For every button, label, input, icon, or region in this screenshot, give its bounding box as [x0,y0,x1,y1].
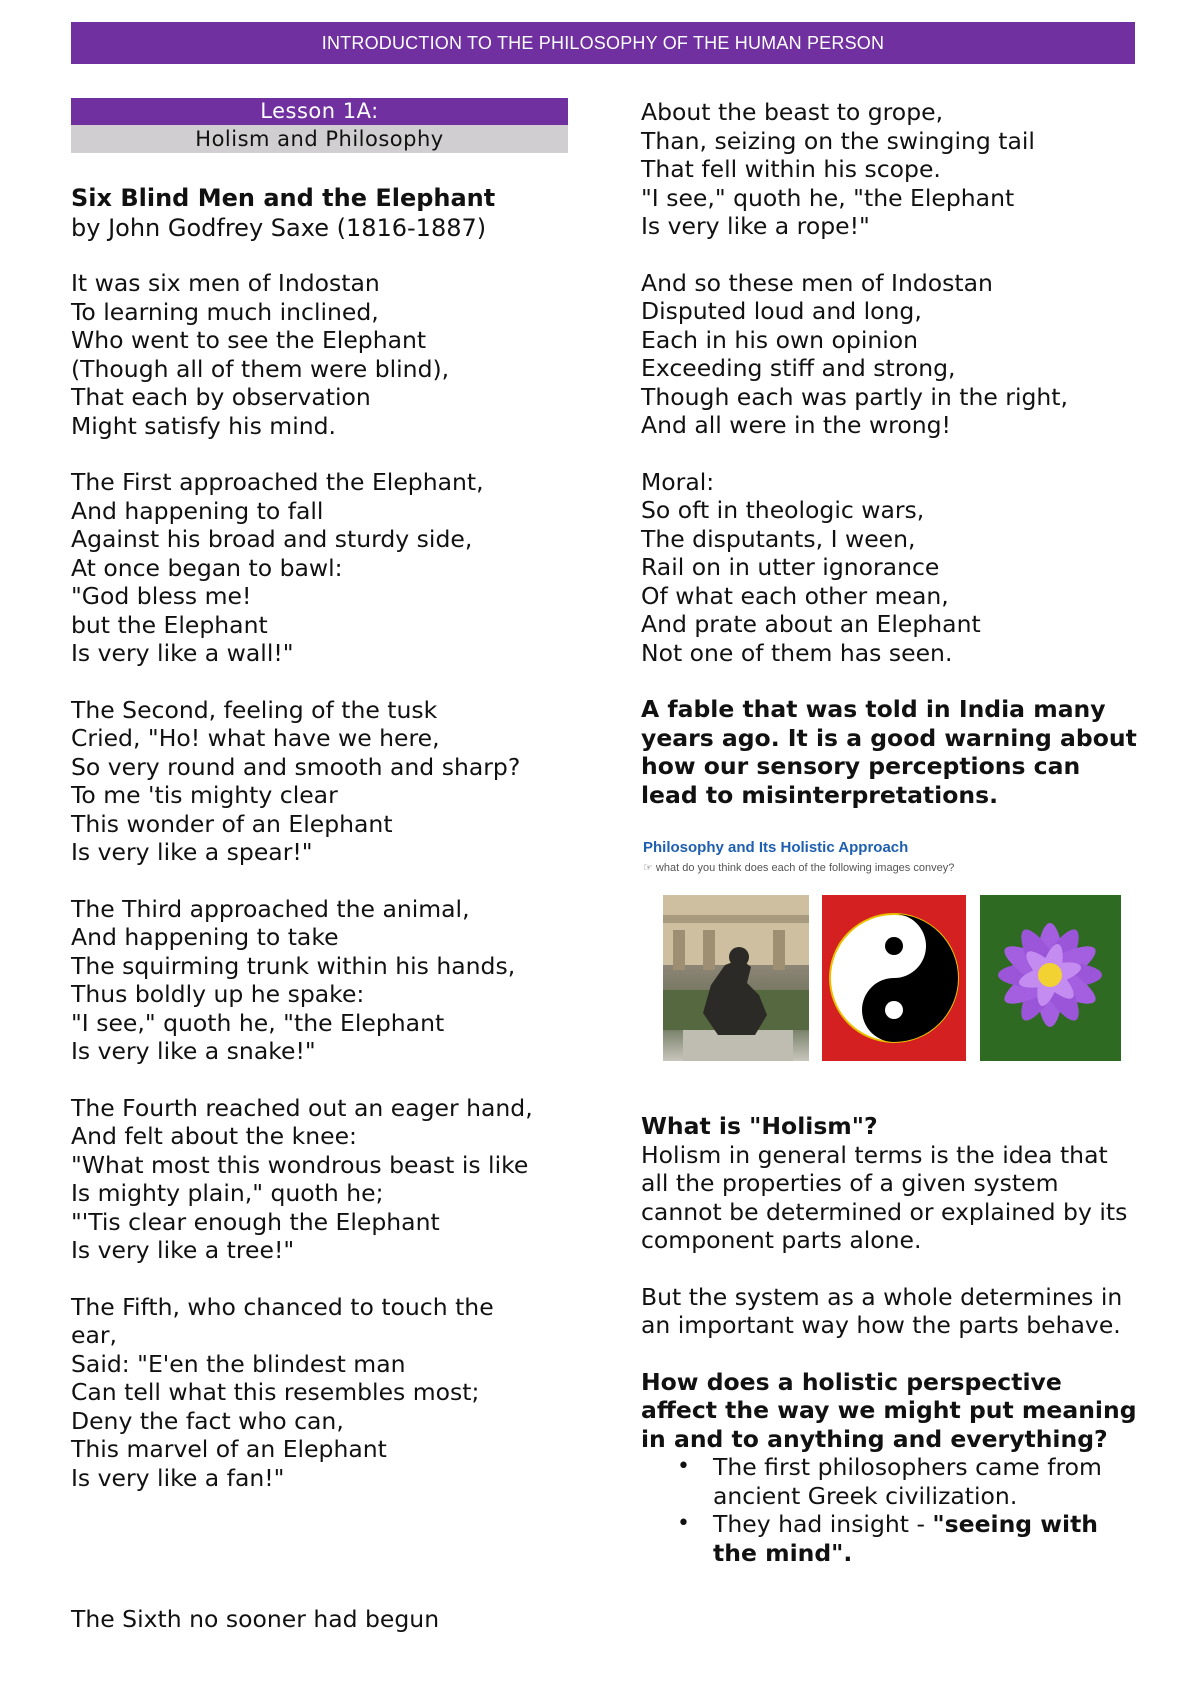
yin-yang-image [822,895,966,1061]
poem-line: Is very like a fan!" [71,1463,285,1492]
poem-line: Thus boldly up he spake: [71,980,365,1008]
poem-line: Deny the fact who can, [71,1406,344,1435]
poem-line: And happening to take [71,923,339,951]
poem-line: Each in his own opinion [641,325,919,354]
bullet-item [641,1510,1141,1567]
poem-line: Against his broad and sturdy side, [71,525,473,553]
poem-line: Though each was partly in the right, [641,382,1068,411]
poem-line: This marvel of an Elephant [71,1435,387,1463]
stanza-1 [71,269,571,440]
poem-line: Is very like a rope!" [641,212,870,240]
perspective-question: How does a holistic perspective affect the way we might put meaning in and to anything and everything? [641,1367,1137,1453]
holism-heading: What is "Holism"? [641,1112,878,1140]
poem-line: Rail on in utter ignorance [641,553,940,581]
stanza-8 [641,269,1141,440]
bullet-text: They had insight - [713,1510,933,1538]
poem-line: The Fifth, who chanced to touch the ear, [71,1292,494,1349]
poem-line: Is very like a snake!" [71,1037,316,1065]
stanza-3 [71,696,571,867]
lesson-heading-box [71,98,568,153]
thinker-statue-image [663,895,809,1061]
poem-line: About the beast to grope, [641,98,944,126]
poem-line: That each by observation [71,383,371,411]
poem-line: Might satisfy his mind. [71,411,337,440]
poem-line: Can tell what this resembles most; [71,1378,480,1406]
document-header [71,22,1135,64]
left-column [71,98,571,1520]
stanza-7-continued [641,98,1141,241]
holism-system-note: But the system as a whole determines in an important way how the parts behave. [641,1282,1123,1339]
poem-title: Six Blind Men and the Elephant [71,184,496,212]
poem-byline: by John Godfrey Saxe (1816-1887) [71,214,487,242]
poem-line: And all were in the wrong! [641,411,951,439]
poem-line: The Fourth reached out an eager hand, [71,1093,533,1122]
poem-line: Is very like a spear!" [71,838,313,866]
poem-line: To me 'tis mighty clear [71,781,338,809]
poem-line: "What most this wondrous beast is like [71,1150,529,1179]
poem-line: This wonder of an Elephant [71,809,393,838]
stanza-moral [641,468,1141,668]
lesson-title: Lesson 1A: [71,98,568,125]
stanza-4 [71,895,571,1066]
poem-line: Exceeding stiff and strong, [641,354,956,382]
holism-definition: Holism in general terms is the idea that all the properties of a given system cannot be determined or explained by its component parts alone. [641,1140,1128,1254]
poem-line: And prate about an Elephant [641,610,981,638]
lotus-flower-image [980,895,1121,1061]
poem-line: At once began to bawl: [71,553,343,582]
poem-line: Is mighty plain," quoth he; [71,1179,384,1207]
poem-line: Of what each other mean, [641,581,949,610]
poem-line: So very round and smooth and sharp? [71,752,521,781]
poem-line: Is very like a wall!" [71,639,294,667]
bullet-item [641,1453,1141,1510]
poem-line: So oft in theologic wars, [641,496,925,524]
poem-line: "'Tis clear enough the Elephant [71,1207,440,1236]
fable-note: A fable that was told in India many years ago. It is a good warning about how our sensory perceptions can lead to misinterpretations. [641,695,1137,809]
poem-line: "God bless me! [71,582,252,610]
bullet-icon: • [677,1511,690,1536]
figure-title: Philosophy and Its Holistic Approach [643,839,909,856]
document-header-title: INTRODUCTION TO THE PHILOSOPHY OF THE HUMAN PERSON [321,32,885,53]
bullet-emphasis: "seeing with the mind". [713,1510,1099,1567]
bullet-text: The first philosophers came from ancient Greek civilization. [713,1453,1102,1510]
moral-label: Moral: [641,467,715,496]
poem-line: The Third approached the animal, [71,894,470,923]
poem-line: And happening to fall [71,496,324,525]
right-column [641,98,1141,1567]
poem-line: Than, seizing on the swinging tail [641,126,1035,155]
poem-line: Not one of them has seen. [641,638,953,667]
poem-line: That fell within his scope. [641,155,941,183]
poem-line: To learning much inclined, [71,297,379,326]
poem-line: The Second, feeling of the tusk [71,695,438,724]
bullet-icon: • [677,1454,690,1479]
poem-line: but the Elephant [71,610,268,639]
figure-subtitle: ☞ what do you think does each of the following images convey? [643,862,955,874]
poem-line: Is very like a tree!" [71,1236,295,1264]
poem-line: Disputed loud and long, [641,297,922,325]
poem-line: Cried, "Ho! what have we here, [71,724,440,752]
poem-line: Who went to see the Elephant [71,326,427,354]
poem-line: And so these men of Indostan [641,268,993,297]
poem-line: The squirming trunk within his hands, [71,951,516,980]
stanza-7-start [71,1605,571,1634]
poem-line: (Though all of them were blind), [71,354,450,383]
perspective-bullets [641,1453,1141,1567]
poem-line: It was six men of Indostan [71,269,380,297]
poem-line: And felt about the knee: [71,1122,357,1150]
poem-line: The First approached the Elephant, [71,468,484,496]
stanza-6 [71,1293,571,1493]
stanza-7 [71,1605,571,1634]
holistic-figure [641,839,1121,1064]
stanza-5 [71,1094,571,1265]
poem-line: "I see," quoth he, "the Elephant [71,1008,445,1037]
poem-line: The Sixth no sooner had begun [71,1605,440,1633]
poem-line: "I see," quoth he, "the Elephant [641,183,1015,212]
poem-line: The disputants, I ween, [641,524,916,553]
lesson-subtitle: Holism and Philosophy [71,125,568,153]
stanza-2 [71,468,571,668]
poem-line: Said: "E'en the blindest man [71,1349,406,1378]
